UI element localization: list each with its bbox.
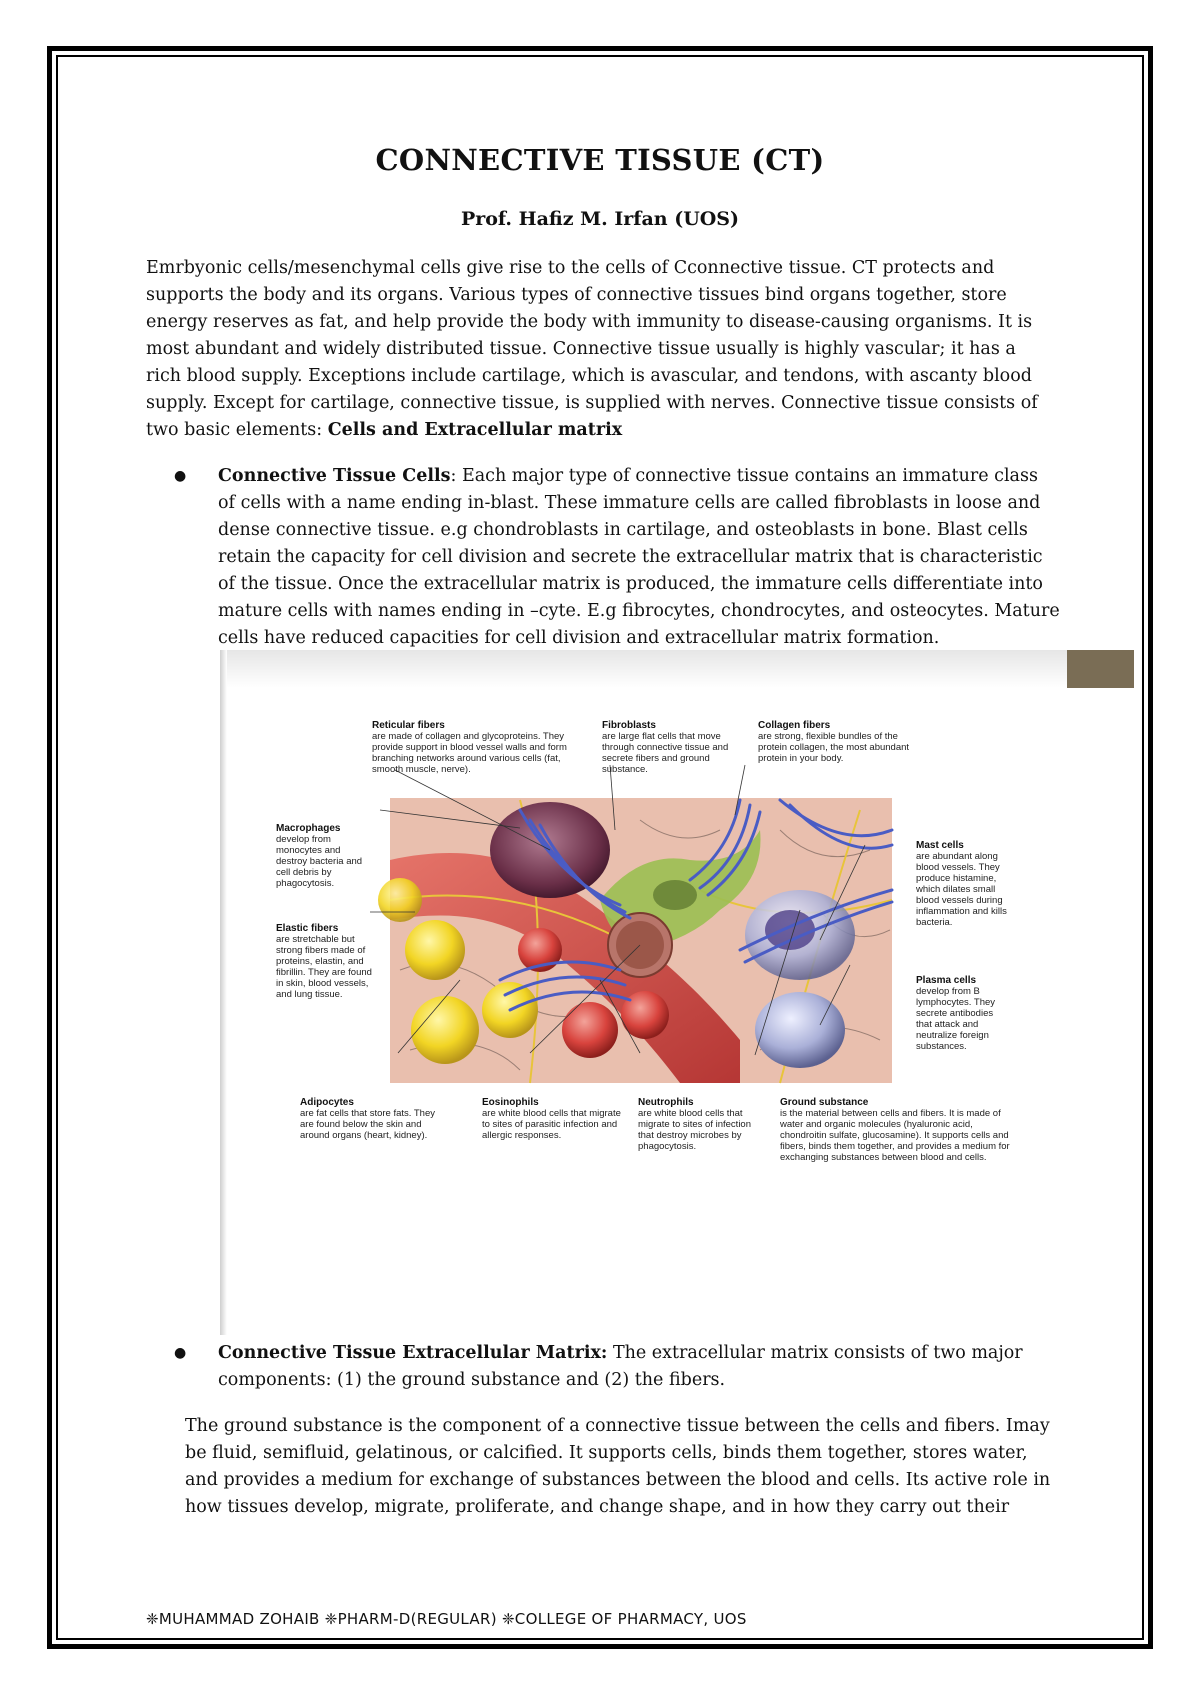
intro-bold: Cells and Extracellular matrix bbox=[327, 420, 623, 440]
bullet-heading: Connective Tissue Cells bbox=[218, 466, 451, 486]
label-neutrophils: Neutrophils are white blood cells that migrate to sites of infection that destroy microbes by phagocytosis. bbox=[638, 1097, 751, 1152]
ground-substance-paragraph: The ground substance is the component of a connective tissue between the cells and fibers. Imay be fluid, semifluid, gelatinous, or calcified. It supports cells, binds them together, stores water, and provides a medium for exchange of substances between the blood and cells. Its active role in how tissues develop, migrate, proliferate, and change shape, and in how they carry out their bbox=[185, 1416, 1051, 1517]
label-plasma-cells: Plasma cells develop from B lymphocytes. They secrete antibodies that attack and neutralize foreign substances. bbox=[916, 975, 996, 1052]
fibroblast-nucleus bbox=[653, 880, 697, 910]
author-line: Prof. Hafiz M. Irfan (UOS) bbox=[460, 208, 740, 230]
label-reticular-fibers: Reticular fibers are made of collagen and glycoproteins. They provide support in blood vessel walls and form branching networks around various cells (fat, smooth muscle, nerve). bbox=[372, 720, 567, 775]
bullet-heading: Connective Tissue Extracellular Matrix: bbox=[218, 1343, 608, 1363]
intro-text: Emrbyonic cells/mesenchymal cells give rise to the cells of Cconnective tissue. CT protects and supports the body and its organs. Various types of connective tissues bind organs together, store energy reserves as fat, and help provide the body with immunity to disease-causing organisms. It is most abundant and widely distributed tissue. Connective tissue usually is highly vascular; it has a rich blood supply. Exceptions include cartilage, which is avascular, and tendons, with ascanty blood supply. Except for cartilage, connective tissue, is supplied with nerves. Connective tissue consists of two basic elements: bbox=[146, 258, 1038, 440]
label-collagen-fibers: Collagen fibers are strong, flexible bundles of the protein collagen, the most abundant protein in your body. bbox=[758, 720, 910, 764]
label-mast-cells: Mast cells are abundant along blood vessels. They produce histamine, which dilates small blood vessels during inflammation and kills bacteria. bbox=[916, 840, 1007, 928]
bullet-ct-matrix bbox=[174, 1340, 1060, 1394]
mast-cell-nucleus bbox=[765, 910, 815, 950]
page-footer: ❈MUHAMMAD ZOHAIB ❈PHARM-D(REGULAR) ❈COLLEGE OF PHARMACY, UOS bbox=[146, 1610, 747, 1628]
label-elastic-fibers: Elastic fibers are stretchable but strong fibers made of proteins, elastin, and fibrillin. They are found in skin, blood vessels, and lung tissue. bbox=[276, 923, 372, 1000]
connective-tissue-figure bbox=[220, 650, 1134, 1335]
label-adipocytes: Adipocytes are fat cells that store fats. They are found below the skin and around organs (heart, kidney). bbox=[300, 1097, 435, 1141]
adipocyte-4 bbox=[378, 878, 422, 922]
neutrophil-1 bbox=[562, 1002, 618, 1058]
label-eosinophils: Eosinophils are white blood cells that migrate to sites of parasitic infection and allergic responses. bbox=[482, 1097, 621, 1141]
intro-paragraph bbox=[146, 255, 1056, 444]
label-macrophages: Macrophages develop from monocytes and destroy bacteria and cell debris by phagocytosis. bbox=[276, 823, 363, 889]
adipocyte-2 bbox=[411, 996, 479, 1064]
label-ground-substance: Ground substance is the material between cells and fibers. It is made of water and organic molecules (hyaluronic acid, chondroitin sulfate, glucosamine). It supports cells and fibers, binds them together, and provides a medium for exchanging substances between blood and cells. bbox=[780, 1097, 1010, 1163]
bullet-text: The extracellular matrix consists of two major components: (1) the ground substance and (2) the fibers. bbox=[218, 1343, 1023, 1390]
bullet-dot: ● bbox=[174, 1345, 187, 1361]
bullet-dot: ● bbox=[174, 468, 187, 484]
bullet-text: : Each major type of connective tissue contains an immature class of cells with a name ending in-blast. These immature cells are called fibroblasts in loose and dense connective tissue. e.g chondroblasts in cartilage, and osteoblasts in bone. Blast cells retain the capacity for cell division and secrete the extracellular matrix that is characteristic of the tissue. Once the extracellular matrix is produced, the immature cells differentiate into mature cells with names ending in –cyte. E.g fibrocytes, chondrocytes, and osteocytes. Mature cells have reduced capacities for cell division and extracellular matrix formation. bbox=[218, 466, 1060, 648]
bullet-ct-cells bbox=[174, 463, 1060, 652]
plasma-cell bbox=[755, 992, 845, 1068]
adipocyte-1 bbox=[405, 920, 465, 980]
label-fibroblasts: Fibroblasts are large flat cells that move through connective tissue and secrete fibers and ground substance. bbox=[602, 720, 729, 775]
page-title: CONNECTIVE TISSUE (CT) bbox=[375, 143, 825, 177]
